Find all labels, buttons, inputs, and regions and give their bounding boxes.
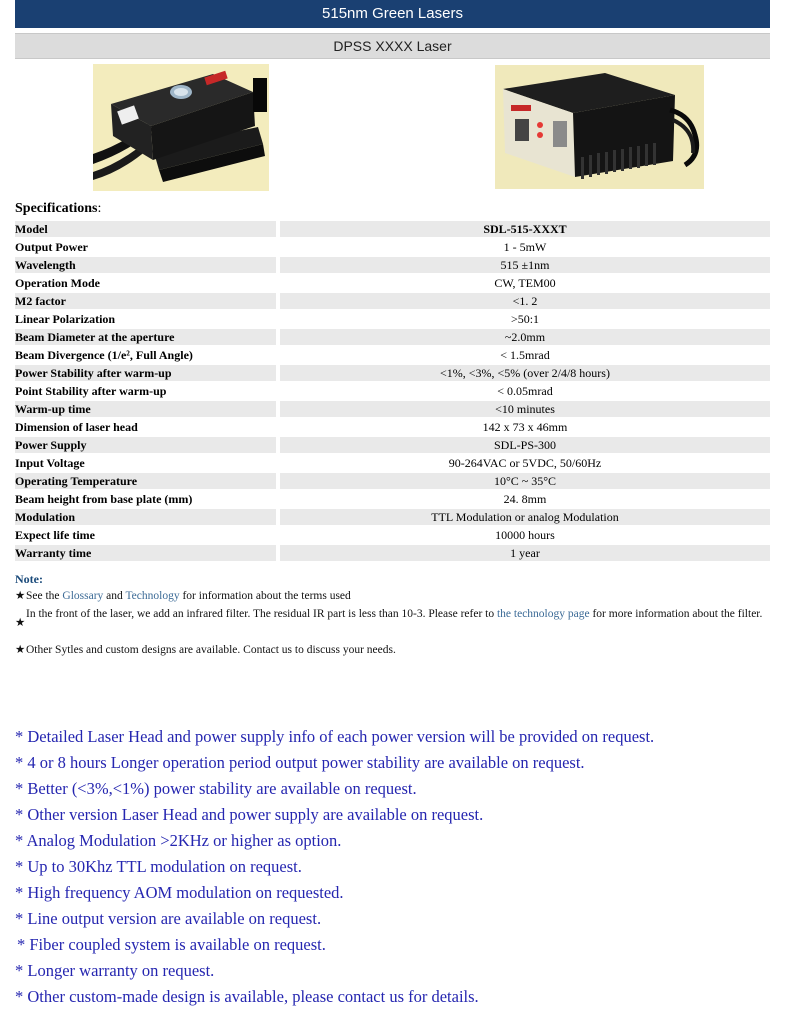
spec-label: Beam height from base plate (mm): [15, 492, 193, 506]
table-row: [15, 275, 770, 291]
table-row: [15, 419, 770, 435]
spec-label: Power Stability after warm-up: [15, 365, 276, 381]
table-row: [15, 473, 770, 489]
note-line-ir-filter: ★ In the front of the laser, we add an infrared filter. The residual IR part is less than 10-3. Please refer to the technology page for more information about the filter.: [15, 606, 770, 632]
spec-value: ~2.0mm: [280, 329, 770, 345]
spec-value: CW, TEM00: [494, 276, 556, 290]
page-subtitle: DPSS XXXX Laser: [15, 33, 770, 59]
spec-label: Beam Diameter at the aperture: [15, 329, 276, 345]
list-item: * Line output version are available on request.: [15, 909, 322, 928]
spec-label: Warranty time: [15, 545, 276, 561]
table-row: [15, 239, 770, 255]
page-title: 515nm Green Lasers: [15, 0, 770, 28]
spec-value: < 0.05mrad: [497, 384, 553, 398]
spec-value: 10000 hours: [495, 528, 555, 542]
spec-label: Power Supply: [15, 437, 276, 453]
table-row: [15, 437, 770, 453]
list-item: * 4 or 8 hours Longer operation period output power stability are available on request.: [15, 753, 585, 772]
spec-label: Operating Temperature: [15, 473, 276, 489]
list-item: * Other custom-made design is available, please contact us for details.: [15, 987, 479, 1006]
note-line-glossary: ★ See the Glossary and Technology for information about the terms used: [15, 588, 351, 605]
list-item: * Better (<3%,<1%) power stability are available on request.: [15, 779, 417, 798]
list-item: * Detailed Laser Head and power supply info of each power version will be provided on request.: [15, 727, 655, 746]
table-row: [15, 545, 770, 561]
table-row: [15, 257, 770, 273]
spec-value: <1%, <3%, <5% (over 2/4/8 hours): [280, 365, 770, 381]
spec-label: M2 factor: [15, 293, 276, 309]
spec-label: Dimension of laser head: [15, 420, 138, 434]
table-row: [15, 455, 770, 471]
spec-label: Modulation: [15, 509, 276, 525]
technology-link[interactable]: Technology: [125, 590, 180, 602]
spec-label: Operation Mode: [15, 276, 100, 290]
table-row: [15, 509, 770, 525]
table-row: [15, 365, 770, 381]
table-row: [15, 293, 770, 309]
spec-value: 515 ±1nm: [280, 257, 770, 273]
power-supply-photo: [495, 65, 704, 189]
spec-value: >50:1: [510, 312, 540, 326]
spec-value: SDL-PS-300: [280, 437, 770, 453]
spec-value: 24. 8mm: [503, 492, 547, 506]
table-row: [15, 347, 770, 363]
spec-value: 1 - 5mW: [503, 240, 547, 254]
table-row: [15, 527, 770, 543]
table-row: [15, 401, 770, 417]
star-icon: ★: [15, 644, 26, 656]
table-row: [15, 311, 770, 327]
spec-value: TTL Modulation or analog Modulation: [280, 509, 770, 525]
spec-value: <10 minutes: [280, 401, 770, 417]
table-row: [15, 491, 770, 507]
table-row: [15, 329, 770, 345]
spec-label: Point Stability after warm-up: [15, 384, 167, 398]
spec-label: Expect life time: [15, 528, 95, 542]
list-item: * Up to 30Khz TTL modulation on request.: [15, 857, 302, 876]
spec-value: SDL-515-XXXT: [280, 221, 770, 237]
laser-head-photo: [93, 64, 269, 191]
spec-value: 1 year: [280, 545, 770, 561]
list-item: * Longer warranty on request.: [15, 961, 215, 980]
on-request-list: [15, 724, 654, 1010]
spec-value: 90-264VAC or 5VDC, 50/60Hz: [448, 456, 602, 470]
star-icon: ★: [15, 590, 26, 602]
specifications-heading: Specifications:: [15, 201, 102, 216]
list-item: * Analog Modulation >2KHz or higher as option.: [15, 831, 342, 850]
spec-value: 10°C ~ 35°C: [280, 473, 770, 489]
specifications-table: [15, 219, 770, 563]
spec-label: Output Power: [15, 240, 88, 254]
note-title: Note:: [15, 572, 43, 586]
technology-page-link[interactable]: the technology page: [496, 608, 590, 620]
spec-label: Linear Polarization: [15, 312, 116, 326]
list-item: * Other version Laser Head and power supply are available on request.: [15, 805, 484, 824]
list-item: * High frequency AOM modulation on requested.: [15, 883, 344, 902]
spec-value: 142 x 73 x 46mm: [482, 420, 568, 434]
spec-label: Warm-up time: [15, 401, 276, 417]
spec-label: Input Voltage: [15, 456, 85, 470]
star-icon: ★: [15, 617, 26, 629]
list-item: * Fiber coupled system is available on request.: [17, 935, 326, 954]
spec-value: <1. 2: [280, 293, 770, 309]
table-row: [15, 221, 770, 237]
note-line-custom-designs: ★ Other Sytles and custom designs are available. Contact us to discuss your needs.: [15, 642, 396, 659]
table-row: [15, 383, 770, 399]
spec-label: Wavelength: [15, 257, 276, 273]
glossary-link[interactable]: Glossary: [62, 590, 104, 602]
spec-label: Beam Divergence (1/e², Full Angle): [15, 348, 193, 362]
spec-value: < 1.5mrad: [500, 348, 550, 362]
spec-label: Model: [15, 221, 276, 237]
